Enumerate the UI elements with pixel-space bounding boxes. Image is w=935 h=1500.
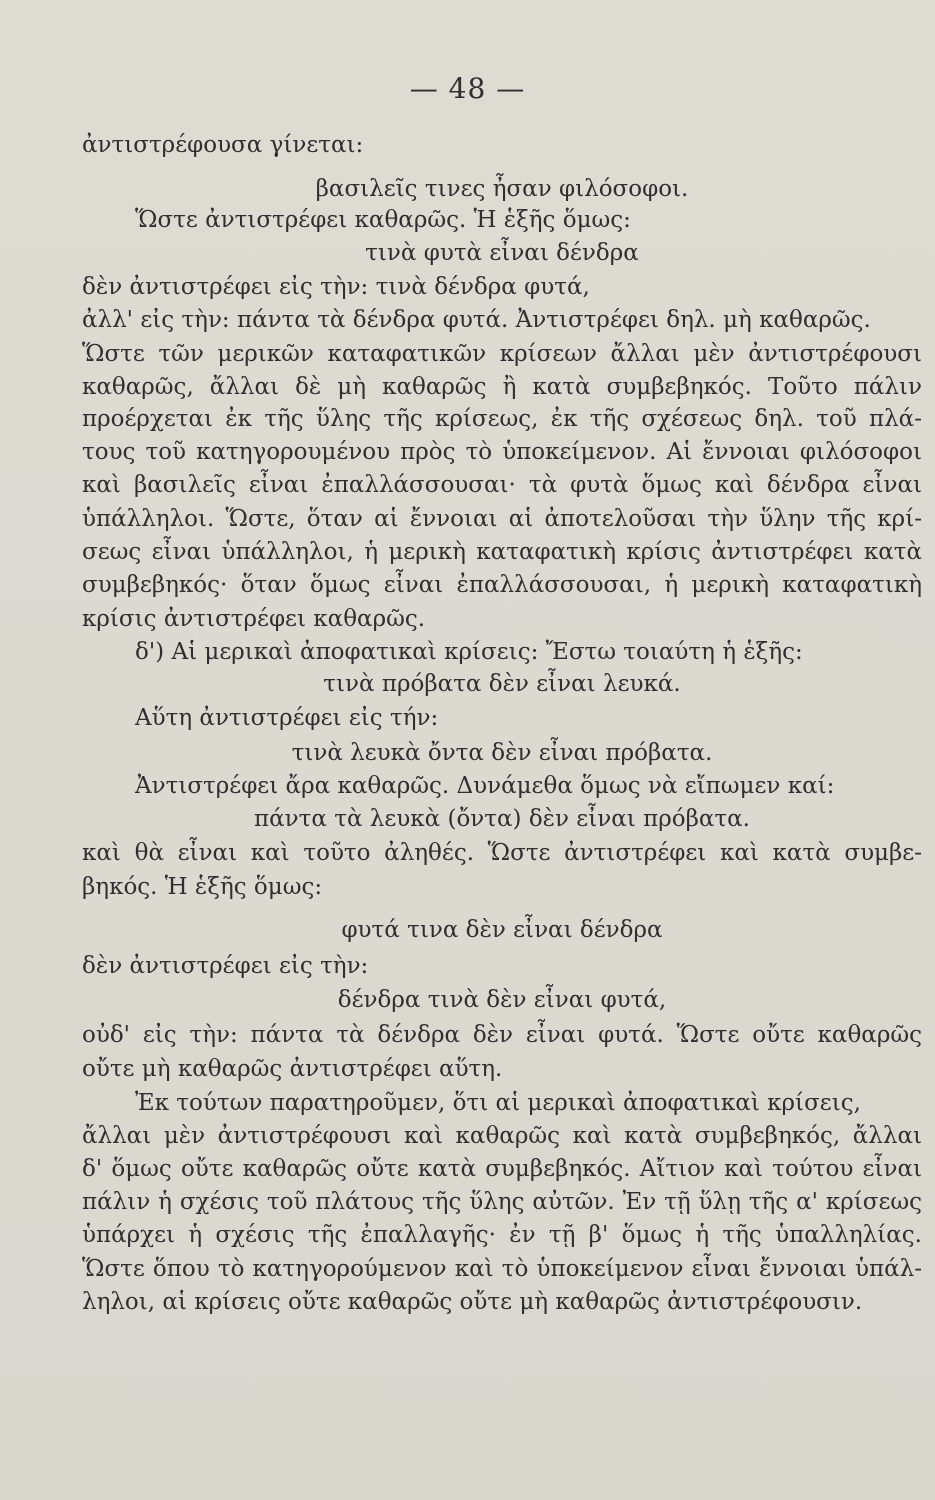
text-line: οὐδ' εἰς τὴν: πάντα τὰ δένδρα δὲν εἶναι φυτά. Ὥστε οὔτε καθαρῶς [82, 1022, 922, 1048]
text-line: βηκός. Ἡ ἑξῆς ὅμως: [82, 874, 323, 900]
text-line: προέρχεται ἐκ τῆς ὕλης τῆς κρίσεως, ἐκ τῆς σχέσεως δηλ. τοῦ πλά- [82, 406, 922, 432]
text-line: σεως εἶναι ὑπάλληλοι, ἡ μερικὴ καταφατικὴ κρίσις ἀντιστρέφει κατὰ [82, 539, 922, 565]
text-line: οὔτε μὴ καθαρῶς ἀντιστρέφει αὕτη. [82, 1056, 503, 1082]
text-line: ἄλλαι μὲν ἀντιστρέφουσι καὶ καθαρῶς καὶ κατὰ συμβεβηκός, ἄλλαι [82, 1123, 922, 1149]
text-line: ληλοι, αἱ κρίσεις οὔτε καθαρῶς οὔτε μὴ καθαρῶς ἀντιστρέφουσιν. [82, 1289, 863, 1315]
text-line: Ὥστε ἀντιστρέφει καθαρῶς. Ἡ ἑξῆς ὅμως: [135, 207, 631, 233]
text-line: δ' ὅμως οὔτε καθαρῶς οὔτε κατὰ συμβεβηκός. Αἴτιον καὶ τούτου εἶναι [82, 1156, 922, 1182]
text-line: τινὰ φυτὰ εἶναι δένδρα [365, 240, 639, 266]
text-line: τινὰ πρόβατα δὲν εἶναι λευκά. [323, 671, 681, 697]
text-line: καθαρῶς, ἄλλαι δὲ μὴ καθαρῶς ἢ κατὰ συμβεβηκός. Τοῦτο πάλιν [82, 374, 922, 400]
text-line: ἀντιστρέφουσα γίνεται: [82, 132, 364, 158]
text-line: Ἀντιστρέφει ἄρα καθαρῶς. Δυνάμεθα ὅμως νὰ εἴπωμεν καί: [135, 773, 835, 799]
text-line: Ὥστε τῶν μερικῶν καταφατικῶν κρίσεων ἄλλαι μὲν ἀντιστρέφουσι [82, 341, 922, 367]
page-number: — 48 — [409, 72, 526, 105]
text-line: Ὥστε ὅπου τὸ κατηγορούμενον καὶ τὸ ὑποκείμενον εἶναι ἔννοιαι ὑπάλ- [82, 1256, 922, 1282]
text-line: ὑπάρχει ἡ σχέσις τῆς ἐπαλλαγῆς· ἐν τῇ β' ὅμως ἡ τῆς ὑπαλληλίας. [82, 1222, 922, 1248]
text-line: δὲν ἀντιστρέφει εἰς τὴν: [82, 953, 369, 979]
text-line: ὑπάλληλοι. Ὥστε, ὅταν αἱ ἔννοιαι αἱ ἀποτελοῦσαι τὴν ὕλην τῆς κρί- [82, 506, 922, 532]
text-line: δένδρα τινὰ δὲν εἶναι φυτά, [337, 987, 667, 1013]
text-line: ἀλλ' εἰς τὴν: πάντα τὰ δένδρα φυτά. Ἀντιστρέφει δηλ. μὴ καθαρῶς. [82, 307, 871, 333]
text-line: συμβεβηκός· ὅταν ὅμως εἶναι ἐπαλλάσσουσαι, ἡ μερικὴ καταφατικὴ [82, 572, 922, 598]
text-line: Αὕτη ἀντιστρέφει εἰς τήν: [135, 705, 439, 731]
text-line: φυτά τινα δὲν εἶναι δένδρα [341, 917, 663, 943]
text-line: βασιλεῖς τινες ἦσαν φιλόσοφοι. [315, 176, 689, 202]
text-line: δὲν ἀντιστρέφει εἰς τὴν: τινὰ δένδρα φυτά, [82, 274, 590, 300]
text-line: τους τοῦ κατηγορουμένου πρὸς τὸ ὑποκείμενον. Αἱ ἔννοιαι φιλόσοφοι [82, 439, 922, 465]
text-line: καὶ θὰ εἶναι καὶ τοῦτο ἀληθές. Ὥστε ἀντιστρέφει καὶ κατὰ συμβε- [82, 840, 922, 866]
text-line: δ') Αἱ μερικαὶ ἀποφατικαὶ κρίσεις: Ἔστω τοιαύτη ἡ ἑξῆς: [135, 639, 803, 665]
text-line: καὶ βασιλεῖς εἶναι ἐπαλλάσσουσαι· τὰ φυτὰ ὅμως καὶ δένδρα εἶναι [82, 472, 922, 498]
text-line: πάλιν ἡ σχέσις τοῦ πλάτους τῆς ὕλης αὐτῶν. Ἐν τῇ ὕλῃ τῆς α' κρίσεως [82, 1189, 922, 1215]
text-line: πάντα τὰ λευκὰ (ὄντα) δὲν εἶναι πρόβατα. [254, 806, 750, 832]
text-line: τινὰ λευκὰ ὄντα δὲν εἶναι πρόβατα. [291, 740, 713, 766]
text-line: κρίσις ἀντιστρέφει καθαρῶς. [82, 606, 426, 632]
text-line: Ἐκ τούτων παρατηροῦμεν, ὅτι αἱ μερικαὶ ἀποφατικαὶ κρίσεις, [135, 1090, 861, 1116]
